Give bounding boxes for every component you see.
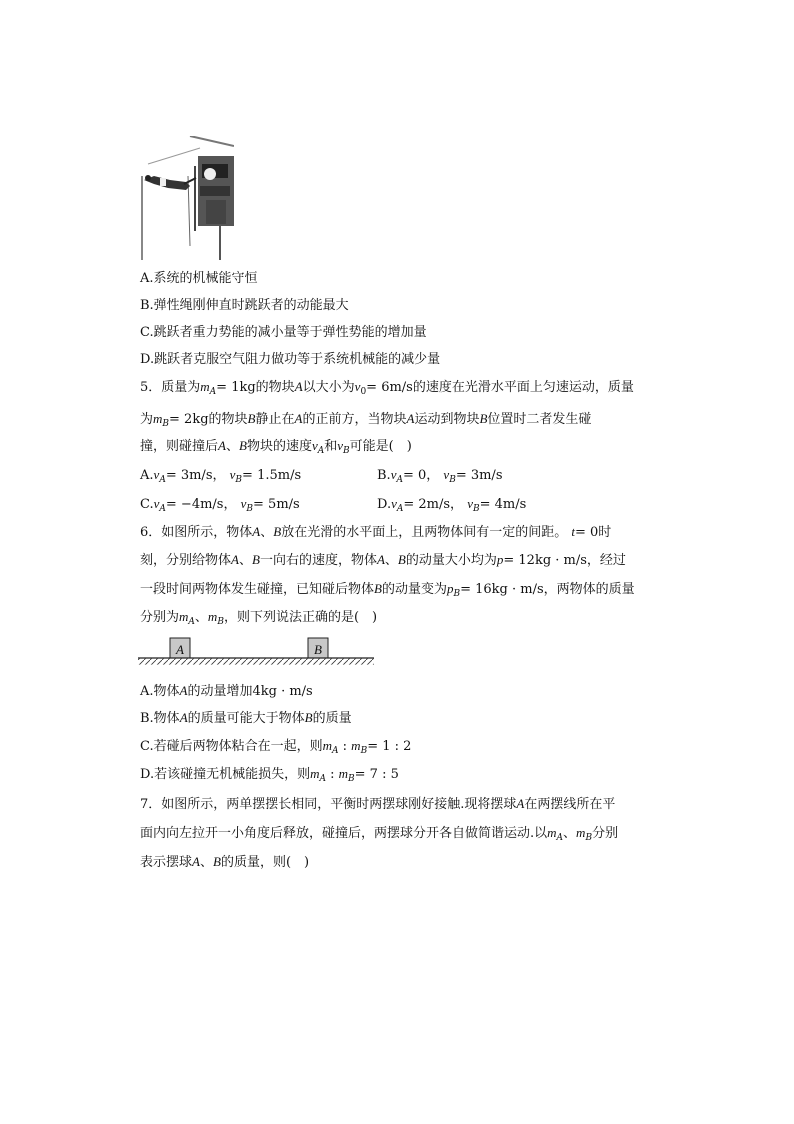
q6-stem-line1: 6．如图所示，物体A、B放在光滑的水平面上，且两物体间有一定的间距。 t= 0时 bbox=[140, 524, 612, 540]
q7-stem-line1: 7．如图所示，两单摆摆长相同，平衡时两摆球刚好接触.现将摆球A在两摆线所在平 bbox=[140, 796, 616, 812]
q5-option-c: $C.v_A= -4m/s$， $v_B= 5m/s$ bbox=[140, 496, 300, 514]
bungee-jump-photo bbox=[140, 136, 234, 260]
q6-option-a: A.物体A的动量增加4kg · m/s bbox=[140, 683, 313, 699]
q6-option-c: C.若碰后两物体粘合在一起，则$m_A$ : $m_B= 1$ : 2 bbox=[140, 738, 412, 756]
q4-option-a: A.系统的机械能守恒 bbox=[140, 271, 258, 286]
q6-blocks-figure bbox=[138, 636, 376, 674]
q5-option-d: $D.v_A= 2m/s$， $v_B= 4m/s$ bbox=[377, 496, 527, 514]
q6-option-b: B.物体A的质量可能大于物体B的质量 bbox=[140, 710, 352, 726]
q5-stem-line3: 撞，则碰撞后A、B物块的速度$v_A$和$v_B$可能是( ) bbox=[140, 438, 412, 456]
q4-option-d: D.跳跃者克服空气阻力做功等于系统机械能的减少量 bbox=[140, 352, 441, 367]
q6-stem-line3: 一段时间两物体发生碰撞，已知碰后物体B的动量变为$p_B= 16kg \cdot m/s$，两物体的质量 bbox=[140, 581, 635, 599]
q7-stem-line2: 面内向左拉开一小角度后释放，碰撞后，两摆球分开各自做简谐运动.以$m_A$、$m_B$分别 bbox=[140, 825, 619, 843]
q5-stem-line1: 5．质量为$m_A= 1kg$的物块A以大小为$v_0= 6m/s$的速度在光滑水平面上匀速运动，质量 bbox=[140, 379, 634, 397]
block-b-label: B bbox=[314, 642, 322, 657]
q7-stem-line3: 表示摆球A、B的质量，则( ) bbox=[140, 854, 310, 870]
q5-option-b: $B.v_A= 0$， $v_B= 3m/s$ bbox=[377, 467, 503, 485]
q5-stem-line2: 为$m_B= 2kg$的物块B静止在A的正前方，当物块A运动到物块B位置时二者发生碰 bbox=[140, 411, 592, 429]
q4-option-b: B.弹性绳刚伸直时跳跃者的动能最大 bbox=[140, 298, 349, 313]
q5-option-a: $A.v_A= 3m/s$， $v_B= 1.5m/s$ bbox=[140, 467, 302, 485]
q6-option-d: D.若该碰撞无机械能损失，则$m_A$ : $m_B= 7$ : 5 bbox=[140, 766, 399, 784]
block-a-label: A bbox=[176, 642, 184, 657]
q4-option-c: C.跳跃者重力势能的减小量等于弹性势能的增加量 bbox=[140, 325, 427, 340]
q6-stem-line2: 刻，分别给物体A、B一向右的速度，物体A、B的动量大小均为p= 12kg · m/s，经过 bbox=[140, 552, 626, 568]
q6-stem-line4: 分别为$m_A$、$m_B$，则下列说法正确的是( ) bbox=[140, 609, 378, 627]
